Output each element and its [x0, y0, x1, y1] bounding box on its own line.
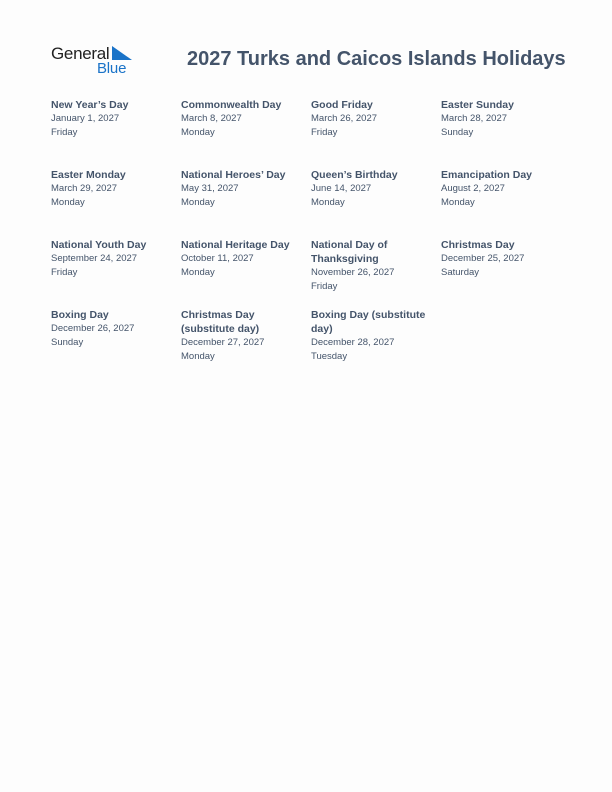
- holiday-name: National Heroes’ Day: [181, 169, 286, 181]
- holiday-weekday: Monday: [181, 127, 215, 138]
- holiday-date: March 8, 2027: [181, 113, 242, 124]
- holiday-weekday: Sunday: [441, 127, 474, 138]
- holiday-item: [51, 308, 173, 350]
- holiday-date: December 28, 2027: [311, 337, 395, 348]
- holiday-weekday: Sunday: [51, 337, 84, 348]
- holiday-item: [311, 238, 421, 294]
- logo-triangle-icon: [112, 46, 132, 60]
- holiday-date: March 28, 2027: [441, 113, 508, 124]
- holiday-item: [181, 238, 303, 280]
- holiday-item: [311, 98, 433, 140]
- holiday-name: Emancipation Day: [441, 169, 533, 181]
- holiday-name: National Youth Day: [51, 239, 147, 251]
- holiday-date: December 27, 2027: [181, 337, 265, 348]
- holiday-item: [311, 308, 429, 364]
- holiday-item: [441, 98, 563, 140]
- holiday-item: [441, 238, 563, 280]
- holiday-date: June 14, 2027: [311, 183, 372, 194]
- holiday-date: May 31, 2027: [181, 183, 239, 194]
- holiday-item: [51, 168, 173, 210]
- holiday-weekday: Friday: [51, 267, 78, 278]
- holiday-name: New Year’s Day: [51, 99, 129, 111]
- holiday-item: [51, 238, 173, 280]
- holiday-name: Good Friday: [311, 99, 373, 111]
- page-title: 2027 Turks and Caicos Islands Holidays: [187, 48, 566, 70]
- holiday-weekday: Tuesday: [311, 351, 348, 362]
- holiday-weekday: Saturday: [441, 267, 480, 278]
- logo-general-text: General: [51, 44, 110, 63]
- holiday-item: [181, 308, 281, 364]
- holiday-weekday: Friday: [51, 127, 78, 138]
- holiday-weekday: Monday: [181, 351, 215, 362]
- holiday-weekday: Monday: [51, 197, 85, 208]
- holiday-date: December 25, 2027: [441, 253, 525, 264]
- holiday-date: December 26, 2027: [51, 323, 135, 334]
- holiday-weekday: Monday: [181, 267, 215, 278]
- holiday-date: September 24, 2027: [51, 253, 138, 264]
- holiday-name: Easter Sunday: [441, 99, 514, 111]
- holiday-item: [181, 168, 303, 210]
- holiday-weekday: Monday: [441, 197, 475, 208]
- holiday-name: Boxing Day: [51, 309, 109, 321]
- holiday-name: Boxing Day (substitute day): [311, 309, 426, 335]
- holiday-date: October 11, 2027: [181, 253, 254, 264]
- holiday-item: [51, 98, 173, 140]
- holiday-item: [311, 168, 433, 210]
- holiday-item: [181, 98, 303, 140]
- holiday-date: January 1, 2027: [51, 113, 120, 124]
- logo-blue-text: Blue: [97, 60, 127, 77]
- holiday-name: Queen’s Birthday: [311, 169, 398, 181]
- holiday-date: August 2, 2027: [441, 183, 505, 194]
- holiday-name: National Day of Thanksgiving: [311, 239, 388, 265]
- holiday-weekday: Friday: [311, 127, 338, 138]
- holiday-name: Christmas Day (substitute day): [181, 309, 260, 335]
- holiday-name: National Heritage Day: [181, 239, 290, 251]
- holiday-weekday: Monday: [311, 197, 345, 208]
- holiday-weekday: Friday: [311, 281, 338, 292]
- generalblue-logo: [51, 44, 141, 78]
- holiday-date: November 26, 2027: [311, 267, 395, 278]
- holiday-name: Commonwealth Day: [181, 99, 282, 111]
- holiday-name: Christmas Day: [441, 239, 515, 251]
- holiday-item: [441, 168, 563, 210]
- holiday-name: Easter Monday: [51, 169, 126, 181]
- holiday-date: March 26, 2027: [311, 113, 378, 124]
- holiday-weekday: Monday: [181, 197, 215, 208]
- holiday-date: March 29, 2027: [51, 183, 118, 194]
